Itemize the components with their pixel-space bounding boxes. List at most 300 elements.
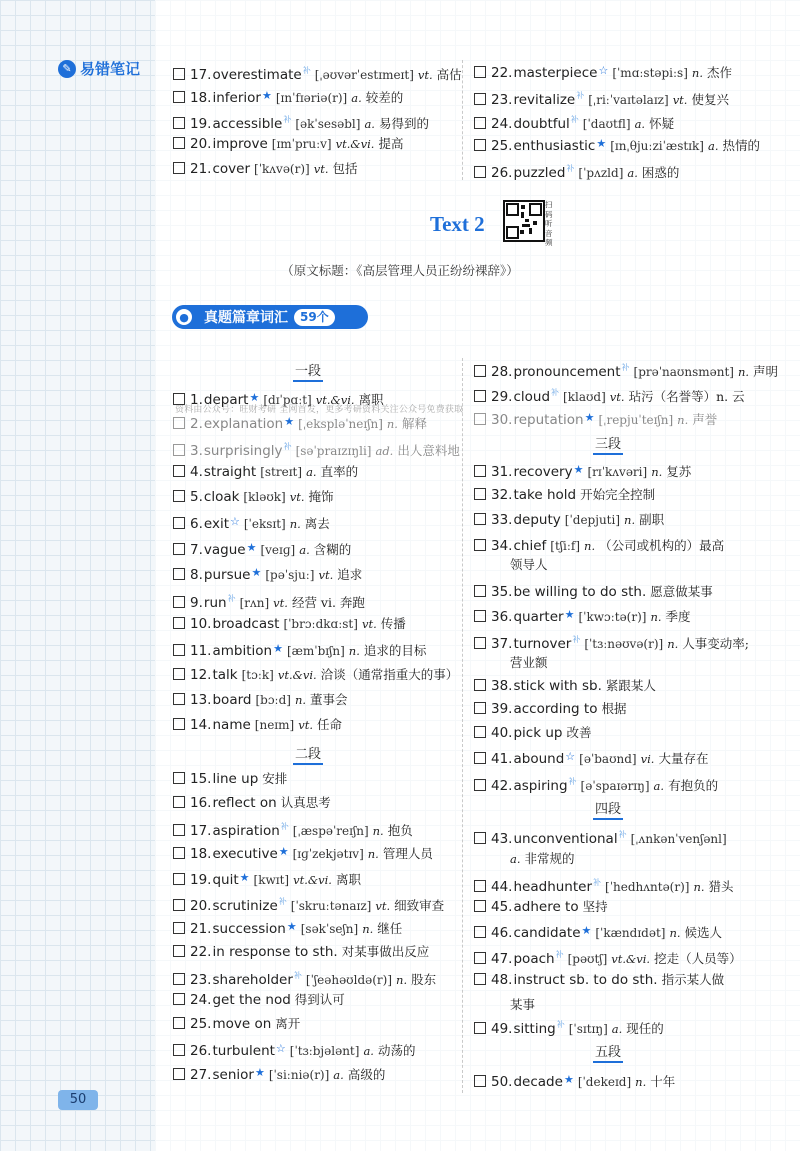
entry-number: 7.: [190, 542, 203, 558]
frequency-mark-icon: ★: [581, 924, 592, 937]
entry-meaning: 继任: [377, 921, 403, 936]
checkbox[interactable]: [474, 513, 486, 525]
entry-meaning: 认真思考: [280, 795, 331, 810]
entry-number: 37.: [491, 636, 513, 652]
frequency-mark-icon: 补: [227, 594, 236, 603]
frequency-mark-icon: ★: [278, 845, 289, 858]
entry-pos: n.: [362, 922, 374, 936]
entry-phonetic: [ˈkʌvə(r)]: [254, 162, 310, 176]
checkbox[interactable]: [474, 465, 486, 477]
checkbox[interactable]: [173, 543, 185, 555]
checkbox[interactable]: [474, 1022, 486, 1034]
entry-number: 33.: [491, 512, 513, 528]
entry-number: 20.: [190, 898, 212, 914]
entry-meaning: 使复兴: [691, 92, 729, 107]
entry-pos: a.: [363, 1044, 374, 1058]
magnifier-icon: ●: [172, 305, 196, 329]
entry-phonetic: [ˈskruːtənaɪz]: [290, 899, 372, 913]
entry-meaning: 改善: [566, 725, 592, 740]
entry-pos: vt.: [361, 617, 377, 631]
entry-pos: vt.&vi.: [315, 393, 355, 407]
entry-meaning: 怀疑: [649, 116, 675, 131]
entry-meaning: 人事变动率;: [682, 636, 749, 651]
entry-meaning: 传播: [380, 616, 406, 631]
checkbox[interactable]: [474, 637, 486, 649]
checkbox[interactable]: [173, 644, 185, 656]
entry-word: explanation: [203, 416, 284, 432]
vocab-entry: [474, 135, 760, 155]
entry-number: 44.: [491, 879, 513, 895]
entry-word: aspiring: [513, 778, 568, 794]
entry-phonetic: [ˈkændɪdət]: [595, 926, 666, 940]
entry-number: 39.: [491, 701, 513, 717]
vocab-entry: [474, 700, 626, 718]
entry-number: 36.: [491, 609, 513, 625]
checkbox[interactable]: [173, 945, 185, 957]
vocab-entry: [474, 677, 656, 695]
entry-phonetic: [tɔːk]: [241, 668, 274, 682]
entry-pos: n.: [584, 539, 596, 553]
entry-phonetic: [ˌekspləˈneɪʃn]: [298, 417, 383, 431]
vocab-entry: [173, 770, 287, 788]
checkbox[interactable]: [173, 873, 185, 885]
entry-number: 49.: [491, 1021, 513, 1037]
checkbox[interactable]: [474, 973, 486, 985]
vocab-entry: [173, 666, 458, 684]
checkbox[interactable]: [474, 117, 486, 129]
entry-word: cloak: [203, 489, 240, 505]
entry-word: get the nod: [212, 992, 291, 1008]
entry-word: candidate: [513, 925, 581, 941]
checkbox[interactable]: [474, 779, 486, 791]
entry-meaning: 抱负: [387, 823, 413, 838]
checkbox[interactable]: [173, 824, 185, 836]
entry-word: doubtful: [513, 116, 570, 132]
entry-word: talk: [212, 667, 238, 683]
vocab-entry: [173, 991, 345, 1009]
checkbox[interactable]: [474, 726, 486, 738]
entry-pos: vt.: [375, 899, 391, 913]
entry-number: 16.: [190, 795, 212, 811]
checkbox[interactable]: [173, 91, 185, 103]
checkbox[interactable]: [474, 66, 486, 78]
checkbox[interactable]: [474, 900, 486, 912]
frequency-mark-icon: 补: [572, 635, 581, 644]
entry-43-pos: a.: [510, 852, 521, 866]
frequency-mark-icon: ★: [564, 608, 575, 621]
entry-word: take hold: [513, 487, 577, 503]
entry-number: 13.: [190, 692, 212, 708]
checkbox[interactable]: [173, 137, 185, 149]
vocab-entry: [173, 691, 348, 709]
entry-phonetic: [ˈʃeəhəʊldə(r)]: [305, 973, 393, 987]
vocab-entry: [474, 874, 734, 896]
entry-number: 9.: [190, 595, 203, 611]
entry-phonetic: [əˈbaʊnd]: [579, 752, 637, 766]
entry-number: 21.: [190, 921, 212, 937]
entry-pos: vt.&vi.: [277, 668, 317, 682]
checkbox[interactable]: [173, 417, 185, 429]
entry-pos: vt.&vi.: [293, 873, 332, 887]
vocab-entry: [474, 898, 608, 916]
checkbox[interactable]: [474, 752, 486, 764]
entry-number: 2.: [190, 416, 203, 432]
entry-number: 47.: [491, 951, 513, 967]
entry-meaning: 离开: [275, 1016, 301, 1031]
entry-meaning: 掩饰: [308, 489, 334, 504]
checkbox[interactable]: [474, 832, 486, 844]
entry-number: 19.: [190, 872, 212, 888]
entry-37-continuation: 营业额: [510, 655, 548, 670]
vocab-entry: [173, 794, 331, 812]
entry-word: shareholder: [212, 972, 293, 988]
entry-phonetic: [prəˈnaʊnsmənt]: [633, 365, 734, 379]
text-title: Text 2: [430, 212, 485, 236]
entry-word: quit: [212, 872, 239, 888]
entry-pos: a.: [653, 779, 665, 793]
entry-word: improve: [212, 136, 268, 152]
frequency-mark-icon: ★: [239, 871, 250, 884]
entry-phonetic: [ˈtɜːbjələnt]: [289, 1044, 360, 1058]
entry-meaning: 热情的: [722, 138, 760, 153]
entry-meaning: 高级的: [347, 1067, 386, 1082]
frequency-mark-icon: 补: [283, 115, 292, 124]
entry-word: poach: [513, 951, 555, 967]
entry-meaning: 声誉: [692, 412, 718, 427]
frequency-mark-icon: ☆: [275, 1042, 286, 1055]
entry-number: 27.: [190, 1067, 212, 1083]
checkbox[interactable]: [173, 668, 185, 680]
entry-word: accessible: [212, 116, 283, 132]
entry-meaning: 挖走（人员等）: [654, 951, 742, 966]
checkbox[interactable]: [474, 1075, 486, 1087]
entry-phonetic: [pəʊtʃ]: [567, 952, 608, 966]
checkbox[interactable]: [173, 1068, 185, 1080]
entry-word: turbulent: [212, 1043, 275, 1059]
checkbox[interactable]: [474, 585, 486, 597]
entry-pos: vt.: [318, 568, 334, 582]
entry-number: 14.: [190, 717, 212, 733]
section-heading-4: 四段: [593, 802, 623, 820]
checkbox[interactable]: [474, 702, 486, 714]
frequency-mark-icon: 补: [280, 822, 289, 831]
entry-number: 48.: [491, 972, 513, 988]
vocab-entry: [173, 1015, 300, 1033]
frequency-mark-icon: ★: [596, 137, 607, 150]
checkbox[interactable]: [173, 117, 185, 129]
entry-number: 50.: [491, 1074, 513, 1090]
entry-phonetic: [neɪm]: [254, 718, 295, 732]
entry-number: 38.: [491, 678, 513, 694]
entry-number: 41.: [491, 751, 513, 767]
entry-number: 11.: [190, 643, 212, 659]
checkbox[interactable]: [173, 162, 185, 174]
vocab-entry: [173, 943, 429, 961]
entry-number: 25.: [491, 138, 513, 154]
checkbox[interactable]: [173, 718, 185, 730]
entry-word: revitalize: [513, 92, 576, 108]
entry-phonetic: [ˌəʊvərˈestɪmeɪt]: [314, 68, 414, 82]
checkbox[interactable]: [173, 617, 185, 629]
entry-meaning: 季度: [665, 609, 691, 624]
entry-word: pursue: [203, 567, 251, 583]
entry-word: in response to sth.: [212, 944, 338, 960]
entry-meaning: 离去: [304, 516, 330, 531]
checkbox[interactable]: [173, 517, 185, 529]
entry-word: adhere to: [513, 899, 579, 915]
entry-number: 3.: [190, 443, 203, 459]
entry-phonetic: [ˈdepjuti]: [564, 513, 621, 527]
section-banner: [173, 305, 368, 329]
checkbox[interactable]: [474, 365, 486, 377]
entry-word: quarter: [513, 609, 564, 625]
checkbox[interactable]: [474, 413, 486, 425]
entry-word: deputy: [513, 512, 561, 528]
entry-phonetic: [ˈsiːniə(r)]: [268, 1068, 330, 1082]
vocab-entry: [173, 87, 403, 107]
frequency-mark-icon: ☆: [565, 750, 576, 763]
checkbox[interactable]: [173, 568, 185, 580]
entry-number: 15.: [190, 771, 212, 787]
checkbox[interactable]: [474, 880, 486, 892]
section-heading-2: 二段: [293, 747, 323, 765]
checkbox[interactable]: [474, 166, 486, 178]
entry-phonetic: [streɪt]: [260, 465, 303, 479]
entry-pos: vt.: [273, 596, 288, 610]
checkbox[interactable]: [474, 952, 486, 964]
vocab-entry: [474, 384, 745, 406]
entry-pos: n.: [386, 417, 398, 431]
entry-word: straight: [203, 464, 257, 480]
entry-number: 17.: [190, 67, 212, 83]
entry-number: 22.: [190, 944, 212, 960]
vocab-entry: [474, 359, 778, 381]
vocab-entry: [474, 971, 724, 989]
entry-word: aspiration: [212, 823, 280, 839]
entry-meaning: 出人意料地: [397, 443, 460, 458]
entry-word: surprisingly: [203, 443, 283, 459]
entry-number: 12.: [190, 667, 212, 683]
entry-meaning: 离职: [358, 392, 384, 407]
frequency-mark-icon: ★: [246, 541, 257, 554]
entry-word: overestimate: [212, 67, 302, 83]
entry-pos: vt.&vi.: [611, 952, 651, 966]
entry-pos: n.: [624, 513, 636, 527]
checkbox[interactable]: [173, 922, 185, 934]
entry-meaning: 猎头: [708, 879, 734, 894]
vocab-entry: [474, 583, 713, 601]
vocab-entry: [173, 160, 358, 178]
frequency-mark-icon: ★: [284, 415, 295, 428]
entry-phonetic: [dɪˈpɑːt]: [263, 393, 312, 407]
entry-number: 24.: [491, 116, 513, 132]
entry-meaning: 得到认可: [294, 992, 345, 1007]
entry-meaning: 复苏: [666, 464, 692, 479]
frequency-mark-icon: 补: [570, 115, 579, 124]
entry-word: line up: [212, 771, 259, 787]
frequency-mark-icon: 补: [555, 950, 564, 959]
entry-meaning: 经营 vi. 奔跑: [291, 595, 365, 610]
frequency-mark-icon: 补: [621, 363, 630, 372]
vocab-entry: [173, 869, 361, 889]
checkbox[interactable]: [173, 993, 185, 1005]
checkbox[interactable]: [474, 139, 486, 151]
qr-code-icon[interactable]: [503, 200, 545, 242]
entry-word: puzzled: [513, 165, 566, 181]
entry-pos: vi.: [640, 752, 655, 766]
checkbox[interactable]: [173, 596, 185, 608]
entry-number: 35.: [491, 584, 513, 600]
entry-meaning: 提高: [378, 136, 404, 151]
entry-number: 5.: [190, 489, 203, 505]
entry-number: 17.: [190, 823, 212, 839]
vocab-entry: [173, 62, 462, 84]
checkbox[interactable]: [173, 444, 185, 456]
entry-phonetic: [ˈkwɔːtə(r)]: [578, 610, 647, 624]
checkbox[interactable]: [173, 973, 185, 985]
vocab-entry: [173, 1040, 415, 1060]
entry-meaning: 董事会: [310, 692, 348, 707]
entry-pos: a.: [364, 117, 375, 131]
entry-pos: n.: [367, 847, 379, 861]
checkbox[interactable]: [173, 772, 185, 784]
checkbox[interactable]: [474, 488, 486, 500]
checkbox[interactable]: [173, 393, 185, 405]
frequency-mark-icon: 补: [283, 442, 292, 451]
word-count-badge: 59个: [294, 309, 335, 326]
frequency-mark-icon: 补: [278, 897, 287, 906]
entry-pos: a.: [351, 91, 362, 105]
entry-phonetic: [səˈpraɪzɪŋli]: [295, 444, 372, 458]
checkbox[interactable]: [474, 610, 486, 622]
checkbox[interactable]: [173, 490, 185, 502]
checkbox[interactable]: [173, 899, 185, 911]
entry-word: stick with sb.: [513, 678, 602, 694]
frequency-mark-icon: ☆: [598, 64, 609, 77]
frequency-mark-icon: ★: [584, 411, 595, 424]
entry-number: 24.: [190, 992, 212, 1008]
entry-word: move on: [212, 1016, 272, 1032]
entry-meaning: （公司或机构的）最高: [599, 538, 725, 553]
entry-meaning: 解释: [401, 416, 427, 431]
entry-meaning: 杰作: [706, 65, 732, 80]
entry-word: ambition: [212, 643, 273, 659]
vocab-entry: [474, 606, 691, 626]
entry-phonetic: [ɪnˌθjuːziˈæstɪk]: [610, 139, 704, 153]
entry-number: 32.: [491, 487, 513, 503]
frequency-mark-icon: ★: [563, 1073, 574, 1086]
entry-meaning: 副职: [639, 512, 665, 527]
entry-meaning: 紧跟某人: [605, 678, 656, 693]
vocab-entry: [173, 111, 429, 133]
entry-phonetic: [pəˈsjuː]: [265, 568, 315, 582]
entry-meaning: 追求: [337, 567, 363, 582]
vocab-entry: [173, 438, 460, 460]
vocab-entry: [474, 773, 718, 795]
entry-phonetic: [ɪmˈpruːv]: [271, 137, 332, 151]
entry-word: recovery: [513, 464, 573, 480]
entry-word: be willing to do sth.: [513, 584, 647, 600]
entry-meaning: 动荡的: [377, 1043, 416, 1058]
entry-pos: n.: [372, 824, 384, 838]
checkbox[interactable]: [474, 679, 486, 691]
entry-phonetic: [rɪˈkʌvəri]: [587, 465, 648, 479]
entry-word: board: [212, 692, 252, 708]
brand-name: 易错笔记: [80, 60, 141, 78]
vocab-entry: [173, 539, 351, 559]
entry-word: executive: [212, 846, 278, 862]
checkbox[interactable]: [474, 926, 486, 938]
entry-number: 26.: [190, 1043, 212, 1059]
entry-word: cloud: [513, 389, 551, 405]
vocab-entry: [173, 893, 444, 915]
vocab-entry: [474, 160, 679, 182]
entry-number: 43.: [491, 831, 513, 847]
checkbox[interactable]: [173, 693, 185, 705]
vocab-entry: [474, 826, 727, 848]
checkbox[interactable]: [474, 390, 486, 402]
checkbox[interactable]: [173, 465, 185, 477]
frequency-mark-icon: ★: [261, 89, 272, 102]
entry-pos: n.: [651, 465, 663, 479]
entry-number: 20.: [190, 136, 212, 152]
frequency-mark-icon: 补: [556, 1020, 565, 1029]
entry-meaning: 追求的目标: [363, 643, 427, 658]
checkbox[interactable]: [173, 847, 185, 859]
entry-word: reputation: [513, 412, 584, 428]
frequency-mark-icon: ☆: [230, 515, 240, 528]
entry-phonetic: [æmˈbɪʃn]: [286, 644, 345, 658]
entry-pos: n.: [289, 517, 301, 531]
vocab-entry: [474, 631, 749, 653]
entry-pos: vt.: [672, 93, 688, 107]
entry-34-continuation: 领导人: [510, 557, 548, 572]
checkbox[interactable]: [474, 93, 486, 105]
checkbox[interactable]: [173, 1044, 185, 1056]
entry-phonetic: [ˈeksɪt]: [243, 517, 286, 531]
entry-word: chief: [513, 538, 547, 554]
checkbox[interactable]: [173, 1017, 185, 1029]
entry-meaning: 管理人员: [382, 846, 433, 861]
entry-number: 18.: [190, 90, 212, 106]
entry-word: senior: [212, 1067, 254, 1083]
entry-phonetic: [ˈtɜːnəʊvə(r)]: [584, 637, 664, 651]
entry-phonetic: [rʌn]: [239, 596, 270, 610]
entry-phonetic: [ˌriːˈvaɪtəlaɪz]: [588, 93, 669, 107]
entry-pos: n.: [294, 693, 307, 707]
entry-word: run: [203, 595, 227, 611]
entry-meaning: 离职: [335, 872, 361, 887]
entry-word: unconventional: [513, 831, 618, 847]
column-divider-main: [462, 358, 463, 1093]
entry-word: enthusiastic: [513, 138, 596, 154]
entry-number: 23.: [190, 972, 212, 988]
entry-pos: n.: [396, 973, 408, 987]
checkbox[interactable]: [173, 68, 185, 80]
entry-meaning: 十年: [650, 1074, 676, 1089]
entry-word: vague: [203, 542, 246, 558]
checkbox[interactable]: [173, 796, 185, 808]
entry-pos: n.: [669, 926, 681, 940]
section-heading-1: 一段: [293, 364, 323, 382]
pen-circle-icon: ✎: [58, 60, 76, 78]
vocab-entry: [474, 111, 674, 133]
entry-pos: ad.: [375, 444, 394, 458]
checkbox[interactable]: [474, 539, 486, 551]
entry-pos: a.: [707, 139, 719, 153]
entry-phonetic: [ˈsɪtɪŋ]: [568, 1022, 608, 1036]
entry-meaning: 现任的: [626, 1021, 664, 1036]
